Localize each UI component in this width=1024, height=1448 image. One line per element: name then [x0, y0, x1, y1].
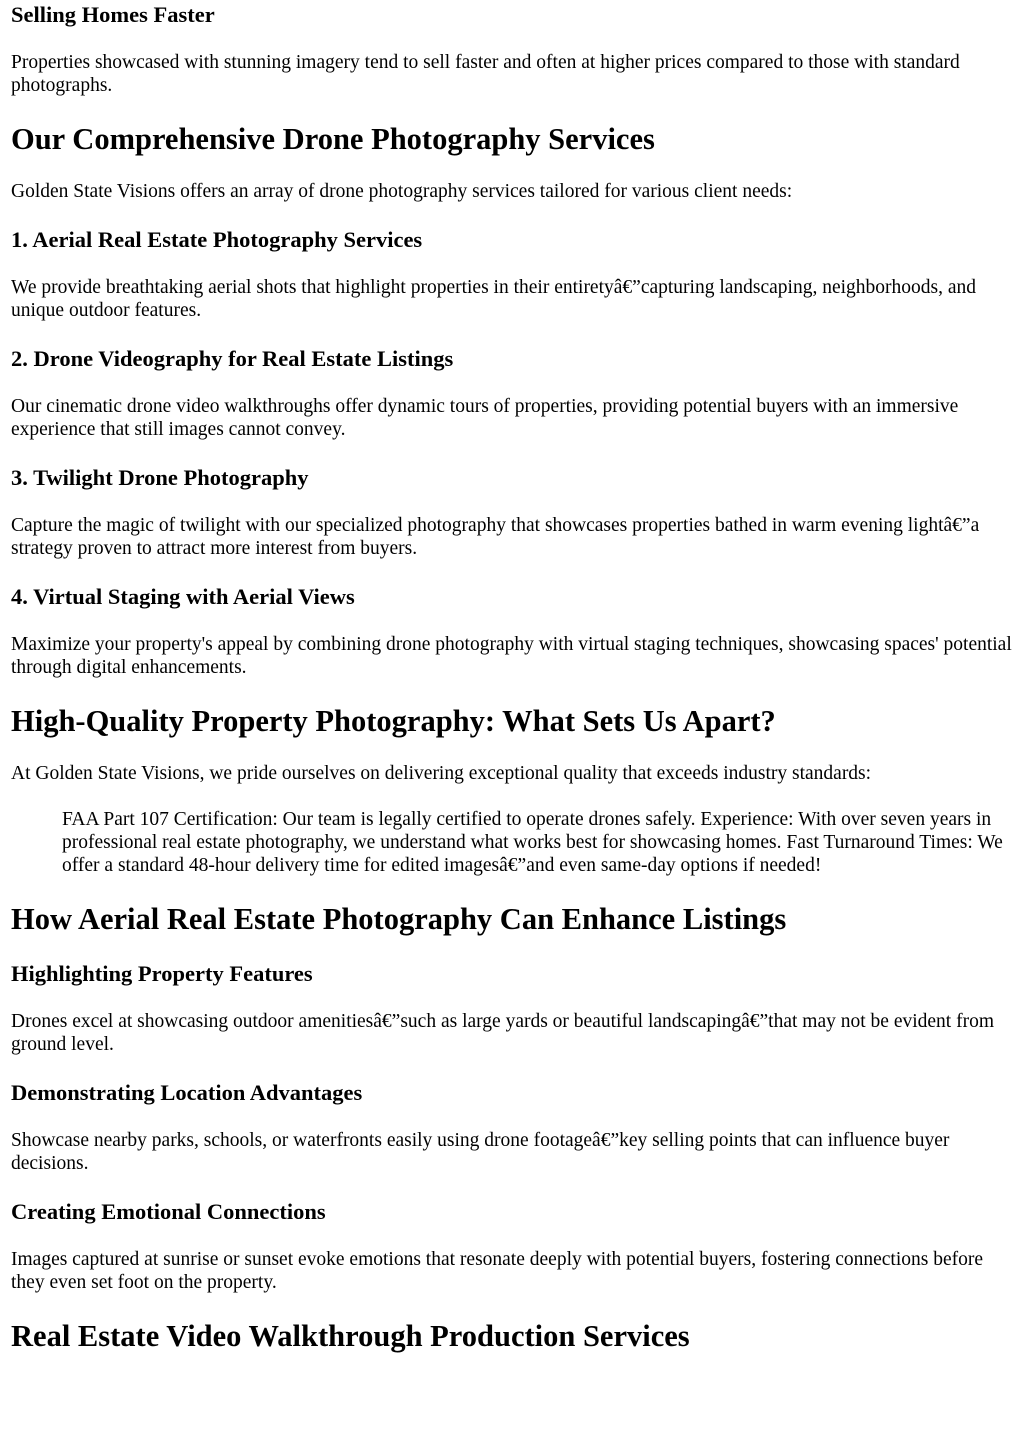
service-3-heading: 3. Twilight Drone Photography — [11, 465, 309, 490]
services-heading: Our Comprehensive Drone Photography Services — [11, 122, 655, 156]
service-2-heading: 2. Drone Videography for Real Estate Listings — [11, 346, 454, 371]
video-heading: Real Estate Video Walkthrough Production Services — [11, 1319, 690, 1353]
service-1-heading: 1. Aerial Real Estate Photography Services — [11, 227, 423, 252]
service-2-body: Our cinematic drone video walkthroughs offer dynamic tours of properties, providing potential buyers with an immersive experience that still images cannot convey. — [11, 396, 959, 440]
selling-body: Properties showcased with stunning imagery tend to sell faster and often at higher prices compared to those with standard photographs. — [11, 52, 960, 96]
enhance-3-heading: Creating Emotional Connections — [11, 1199, 326, 1224]
quality-heading: High-Quality Property Photography: What Sets Us Apart? — [11, 704, 776, 738]
selling-heading: Selling Homes Faster — [11, 2, 215, 27]
enhance-1-heading: Highlighting Property Features — [11, 961, 313, 986]
service-4-body: Maximize your property's appeal by combining drone photography with virtual staging techniques, showcasing spaces' potential through digital enhancements. — [11, 634, 1012, 678]
article — [0, 2, 1024, 1354]
enhance-heading: How Aerial Real Estate Photography Can Enhance Listings — [11, 902, 787, 936]
enhance-2-heading: Demonstrating Location Advantages — [11, 1080, 363, 1105]
enhance-3-body: Images captured at sunrise or sunset evoke emotions that resonate deeply with potential buyers, fostering connections before they even set foot on the property. — [11, 1249, 984, 1293]
enhance-1-body: Drones excel at showcasing outdoor amenitiesâ€”such as large yards or beautiful landscapingâ€”that may not be evident from ground level. — [11, 1011, 994, 1055]
service-4-heading: 4. Virtual Staging with Aerial Views — [11, 584, 355, 609]
enhance-2-body: Showcase nearby parks, schools, or waterfronts easily using drone footageâ€”key selling points that can influence buyer decisions. — [11, 1130, 950, 1174]
services-intro: Golden State Visions offers an array of drone photography services tailored for various client needs: — [11, 181, 793, 202]
quality-intro: At Golden State Visions, we pride ourselves on delivering exceptional quality that exceeds industry standards: — [11, 763, 872, 784]
quality-quote: FAA Part 107 Certification: Our team is legally certified to operate drones safely. Experience: With over seven years in professional real estate photography, we understand what works best for showcasing homes. Fast Turnaround Times: We offer a standard 48-hour delivery time for edited imagesâ€”and even same-day options if needed! — [62, 809, 1003, 876]
service-1-body: We provide breathtaking aerial shots that highlight properties in their entiretyâ€”capturing landscaping, neighborhoods, and unique outdoor features. — [11, 277, 977, 321]
service-3-body: Capture the magic of twilight with our specialized photography that showcases properties bathed in warm evening lightâ€”a strategy proven to attract more interest from buyers. — [11, 515, 980, 559]
